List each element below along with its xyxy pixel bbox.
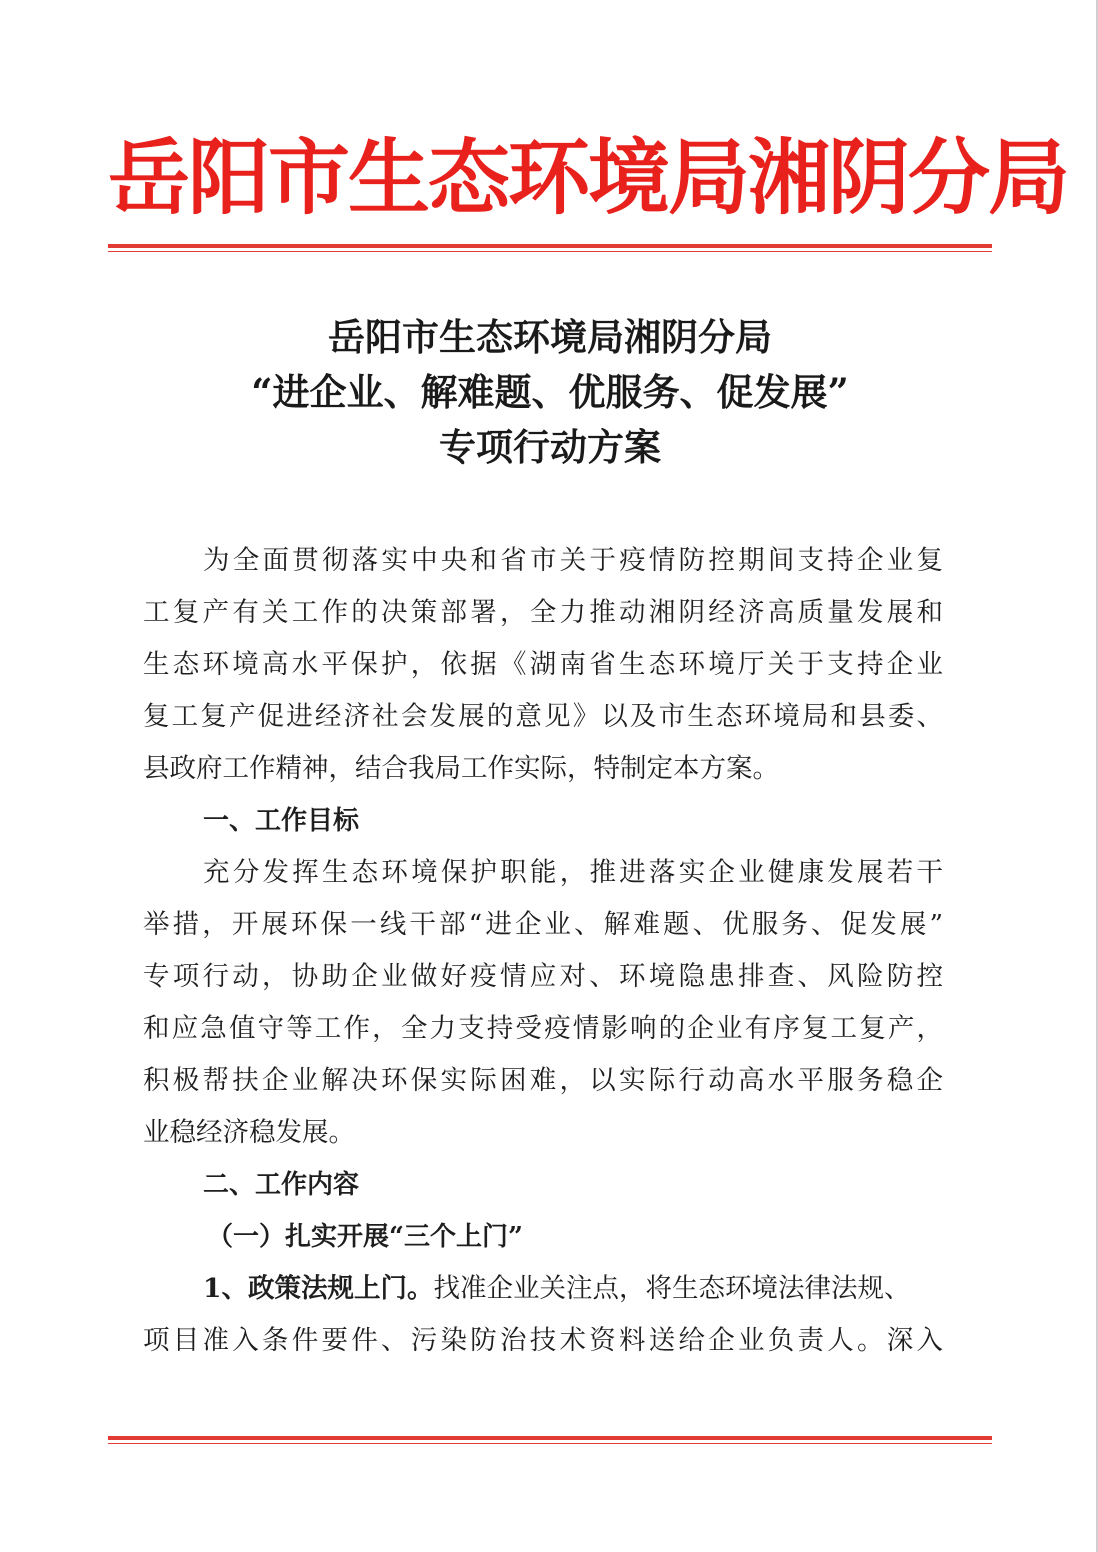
paragraph-line: 县政府工作精神，结合我局工作实际，特制定本方案。 xyxy=(143,753,779,784)
letterhead-char: 湘 xyxy=(748,130,831,226)
letterhead-char: 态 xyxy=(428,130,511,226)
letterhead xyxy=(108,128,1071,228)
divider-thick-line xyxy=(108,1436,992,1440)
section-heading: 一、工作目标 xyxy=(203,806,360,836)
letterhead-char: 境 xyxy=(588,130,671,226)
divider-thin-line xyxy=(108,251,992,252)
letterhead-char: 阴 xyxy=(828,130,911,226)
paragraph-line xyxy=(143,1263,943,1315)
item-lead: 1、政策法规上门。 xyxy=(203,1273,434,1304)
paragraph-line: 为全面贯彻落实中央和省市关于疫情防控期间支持企业复 xyxy=(203,545,943,576)
paragraph-line: 积极帮扶企业解决环保实际困难，以实际行动高水平服务稳企 xyxy=(143,1065,943,1096)
document-body xyxy=(143,535,943,1367)
section-heading: 二、工作内容 xyxy=(203,1170,360,1200)
letterhead-char: 阳 xyxy=(188,130,271,226)
paragraph-line: 复工复产促进经济社会发展的意见》以及市生态环境局和县委、 xyxy=(143,701,943,732)
divider-thick-line xyxy=(108,244,992,248)
letterhead-char: 局 xyxy=(668,130,751,226)
divider-thin-line xyxy=(108,1443,992,1444)
letterhead-char: 市 xyxy=(268,130,351,226)
paragraph-line: 充分发挥生态环境保护职能，推进落实企业健康发展若干 xyxy=(203,857,943,888)
title-line-3: 专项行动方案 xyxy=(439,425,661,469)
paragraph-line: 项目准入条件要件、污染防治技术资料送给企业负责人。深入 xyxy=(143,1325,943,1356)
letterhead-char: 生 xyxy=(348,130,431,226)
paragraph-line: 工复产有关工作的决策部署，全力推动湘阴经济高质量发展和 xyxy=(143,597,943,628)
letterhead-char: 局 xyxy=(988,130,1071,226)
footer-divider xyxy=(108,1436,992,1444)
paragraph-line: 和应急值守等工作，全力支持受疫情影响的企业有序复工复产， xyxy=(143,1013,943,1044)
paragraph-line: 生态环境高水平保护，依据《湖南省生态环境厅关于支持企业 xyxy=(143,649,943,680)
letterhead-char: 环 xyxy=(508,130,591,226)
document-title xyxy=(108,310,992,475)
title-line-1: 岳阳市生态环境局湘阴分局 xyxy=(328,315,772,359)
paragraph-line: 业稳经济稳发展。 xyxy=(143,1117,355,1148)
content-paragraph xyxy=(143,1263,943,1367)
paragraph-line: 举措，开展环保一线干部“进企业、解难题、优服务、促发展” xyxy=(143,909,943,940)
intro-paragraph xyxy=(143,535,943,795)
paragraph-line: 专项行动，协助企业做好疫情应对、环境隐患排查、风险防控 xyxy=(143,961,943,992)
title-line-2: “进企业、解难题、优服务、促发展” xyxy=(251,370,849,414)
subsection-heading: （一）扎实开展“三个上门” xyxy=(207,1222,523,1252)
letterhead-char: 岳 xyxy=(108,130,191,226)
item-text: 找准企业关注点，将生态环境法律法规、 xyxy=(433,1273,911,1304)
letterhead-divider xyxy=(108,244,992,252)
letterhead-char: 分 xyxy=(908,130,991,226)
goals-paragraph xyxy=(143,847,943,1159)
